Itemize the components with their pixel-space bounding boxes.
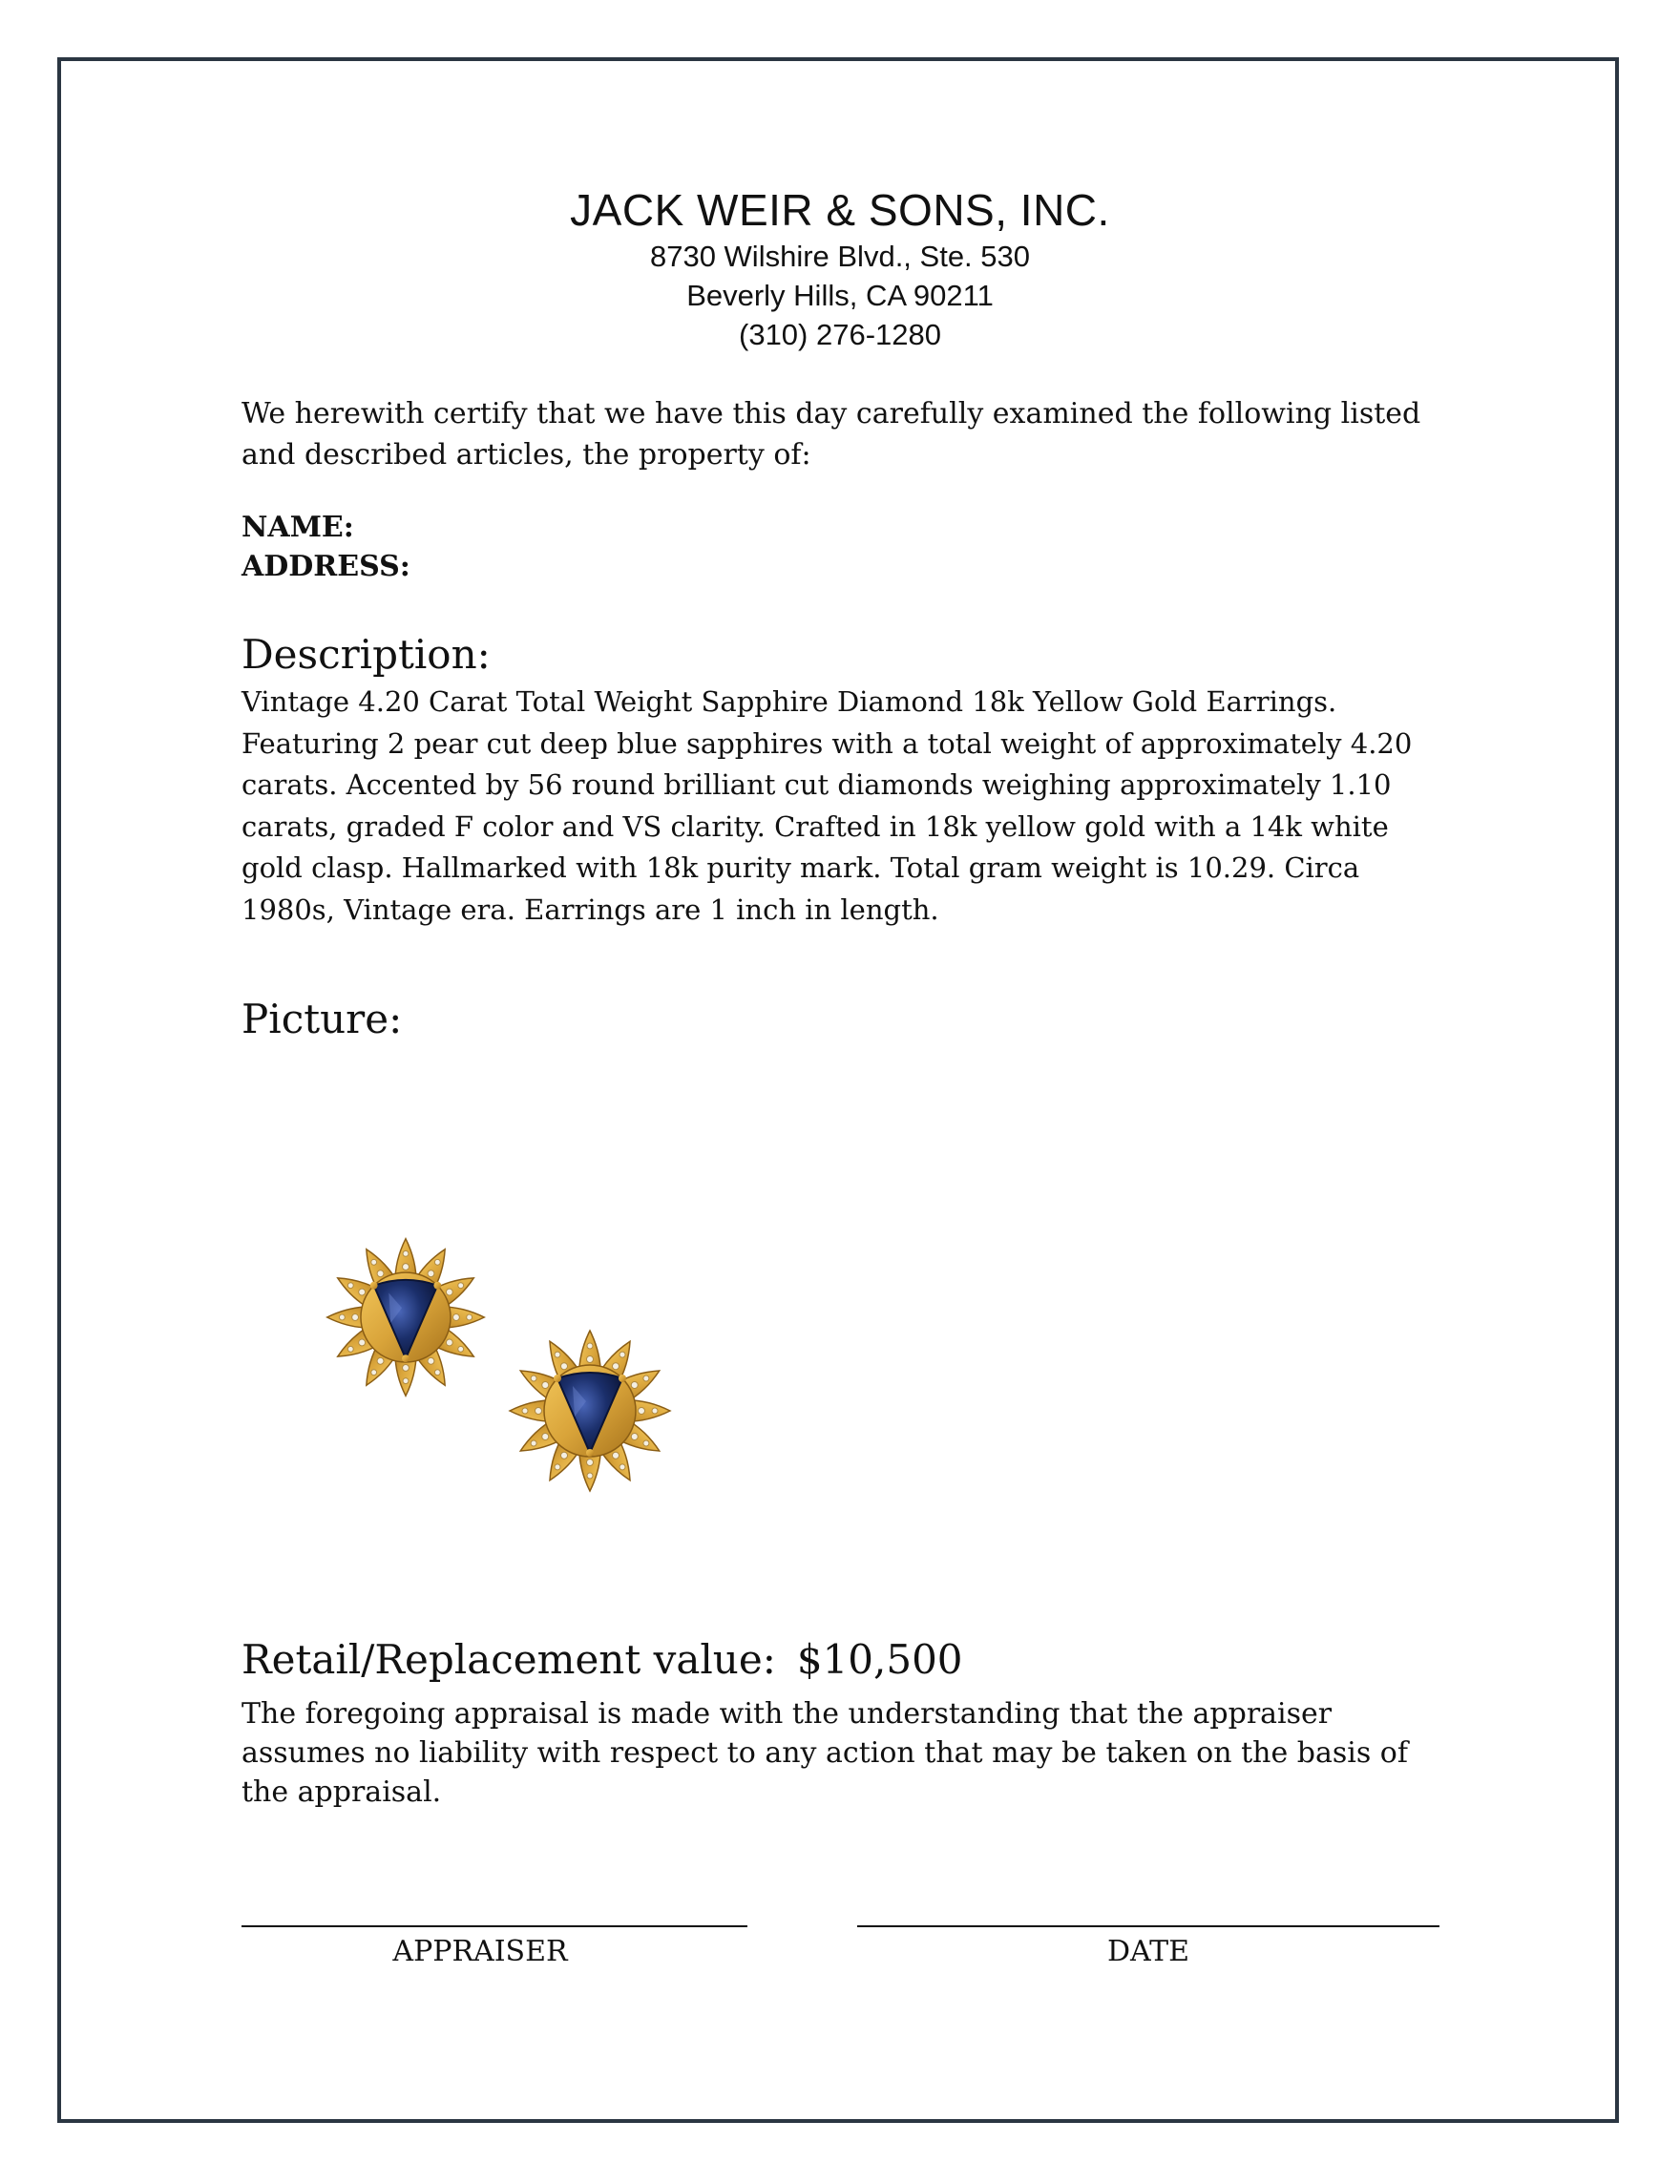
earrings-photo <box>286 1174 745 1556</box>
appraiser-label: APPRAISER <box>392 1935 568 1968</box>
document-frame <box>57 57 1619 2123</box>
earring-right <box>510 1331 670 1491</box>
owner-address-label: ADDRESS: <box>242 550 410 583</box>
disclaimer-text: The foregoing appraisal is made with the understanding that the appraiser assumes no liability with respect to any action that may be taken on the basis of the appraisal. <box>242 1697 1408 1809</box>
valuation-line <box>242 1635 1454 1685</box>
description-text: Vintage 4.20 Carat Total Weight Sapphire Diamond 18k Yellow Gold Earrings. Featuring 2 pear cut deep blue sapphires with a total weight of approximately 4.20 carats. Accented by 56 round brilliant cut diamonds weighing approximately 1.10 carats, graded F color and VS clarity. Crafted in 18k yellow gold with a 14k white gold clasp. Hallmarked with 18k purity mark. Total gram weight is 10.29. Circa 1980s, Vintage era. Earrings are 1 inch in length. <box>242 685 1413 926</box>
picture-heading: Picture: <box>242 996 403 1042</box>
valuation-label: Retail/Replacement value: <box>242 1636 776 1683</box>
owner-block <box>242 508 1454 586</box>
company-address-line1: 8730 Wilshire Blvd., Ste. 530 <box>649 240 1031 273</box>
earring-left <box>327 1239 485 1396</box>
description-heading: Description: <box>242 631 491 678</box>
certification-statement: We herewith certify that we have this day carefully examined the following listed and described articles, the property of: <box>242 397 1421 472</box>
company-name: JACK WEIR & SONS, INC. <box>570 185 1110 235</box>
date-signature-line <box>857 1925 1439 1927</box>
valuation-amount: $10,500 <box>796 1636 963 1683</box>
company-address-line2: Beverly Hills, CA 90211 <box>686 279 994 312</box>
owner-name-label: NAME: <box>242 511 354 544</box>
date-label: DATE <box>1107 1935 1189 1968</box>
letterhead <box>0 183 1680 354</box>
company-phone: (310) 276-1280 <box>739 318 941 351</box>
appraiser-signature-line <box>242 1925 747 1927</box>
